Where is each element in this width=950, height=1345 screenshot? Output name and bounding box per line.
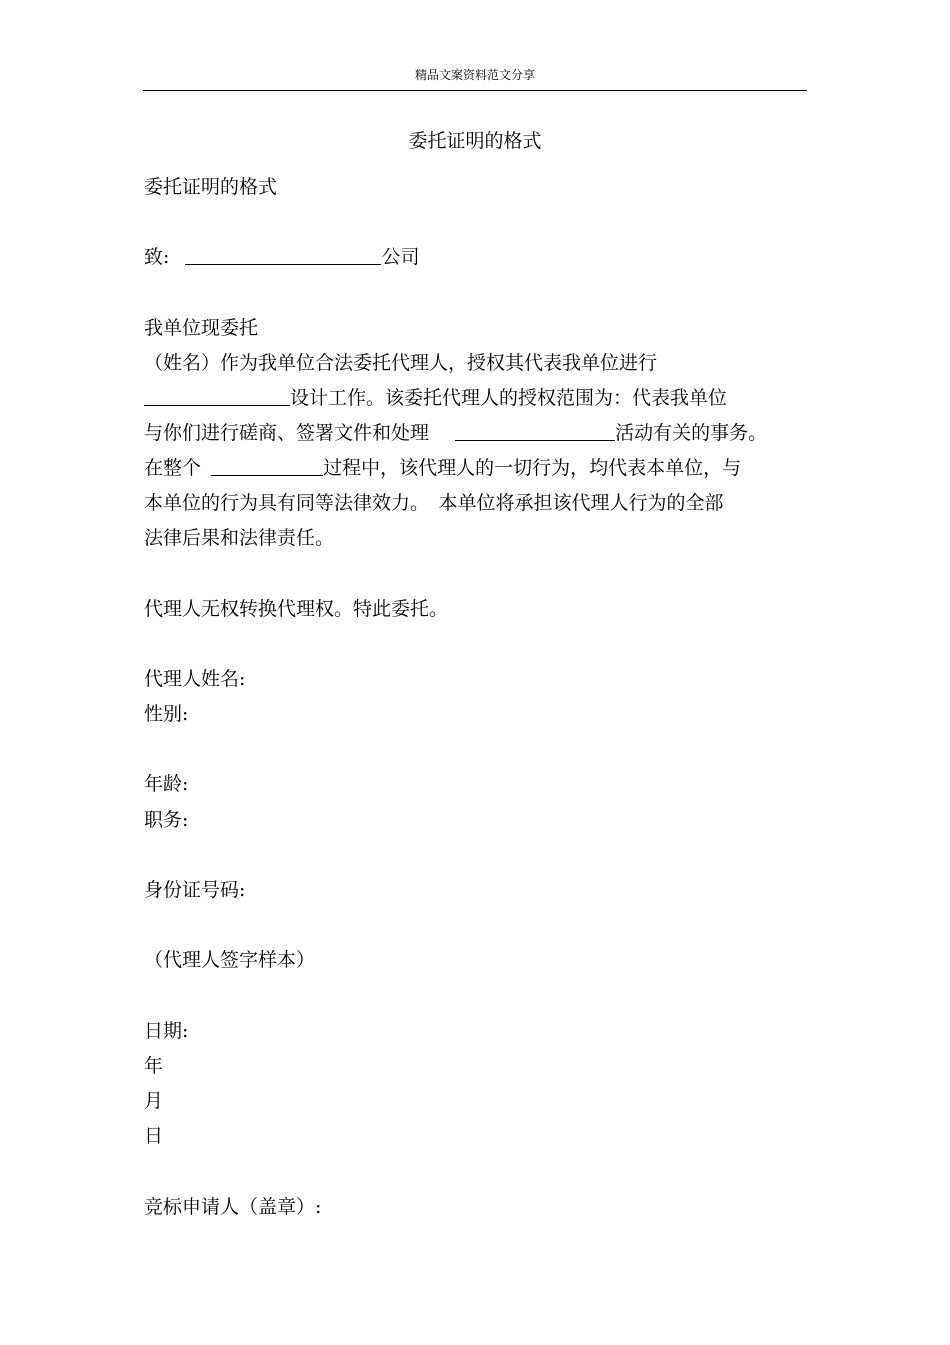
- paragraph-line-4-prefix: 与你们进行磋商、签署文件和处理: [144, 422, 430, 444]
- paragraph-line-5-suffix: 过程中，该代理人的一切行为，均代表本单位，与: [323, 457, 742, 479]
- paragraph-line-6: 本单位的行为具有同等法律效力。 本单位将承担该代理人行为的全部: [144, 492, 724, 514]
- no-transfer-statement: 代理人无权转换代理权。特此委托。: [144, 598, 449, 620]
- header-rule: [143, 90, 807, 91]
- day-label: 日: [144, 1125, 164, 1147]
- company-blank: [185, 244, 381, 265]
- paragraph-line-3-text: 设计工作。该委托代理人的授权范围为：代表我单位: [290, 387, 728, 409]
- document-title: 委托证明的格式: [408, 130, 542, 152]
- design-blank: [144, 385, 290, 406]
- year-label: 年: [144, 1055, 164, 1077]
- position-label: 职务:: [144, 809, 189, 831]
- subtitle: 委托证明的格式: [144, 176, 278, 198]
- addressee-prefix: 致:: [144, 246, 170, 268]
- id-number-label: 身份证号码:: [144, 879, 246, 901]
- paragraph-line-4-suffix: 活动有关的事务。: [615, 422, 768, 444]
- signature-sample: （代理人签字样本）: [144, 949, 316, 971]
- page-header: 精品文案资料范文分享: [414, 68, 535, 82]
- agent-name-label: 代理人姓名:: [144, 668, 246, 690]
- paragraph-line-4: [144, 420, 767, 446]
- paragraph-line-5: [144, 455, 741, 481]
- age-label: 年龄:: [144, 773, 189, 795]
- paragraph-line-7: 法律后果和法律责任。: [144, 527, 335, 549]
- paragraph-line-3: [144, 385, 727, 411]
- paragraph-line-1: 我单位现委托: [144, 317, 259, 339]
- paragraph-line-2: （姓名）作为我单位合法委托代理人，授权其代表我单位进行: [144, 352, 658, 374]
- addressee-line: [144, 244, 419, 270]
- paragraph-line-5-prefix: 在整个: [144, 457, 202, 479]
- process-blank: [211, 455, 323, 476]
- gender-label: 性别:: [144, 703, 189, 725]
- date-label: 日期:: [144, 1020, 189, 1042]
- activity-blank: [455, 420, 615, 441]
- addressee-suffix: 公司: [381, 246, 420, 268]
- applicant-seal-label: 竞标申请人（盖章）:: [144, 1196, 322, 1218]
- month-label: 月: [144, 1090, 164, 1112]
